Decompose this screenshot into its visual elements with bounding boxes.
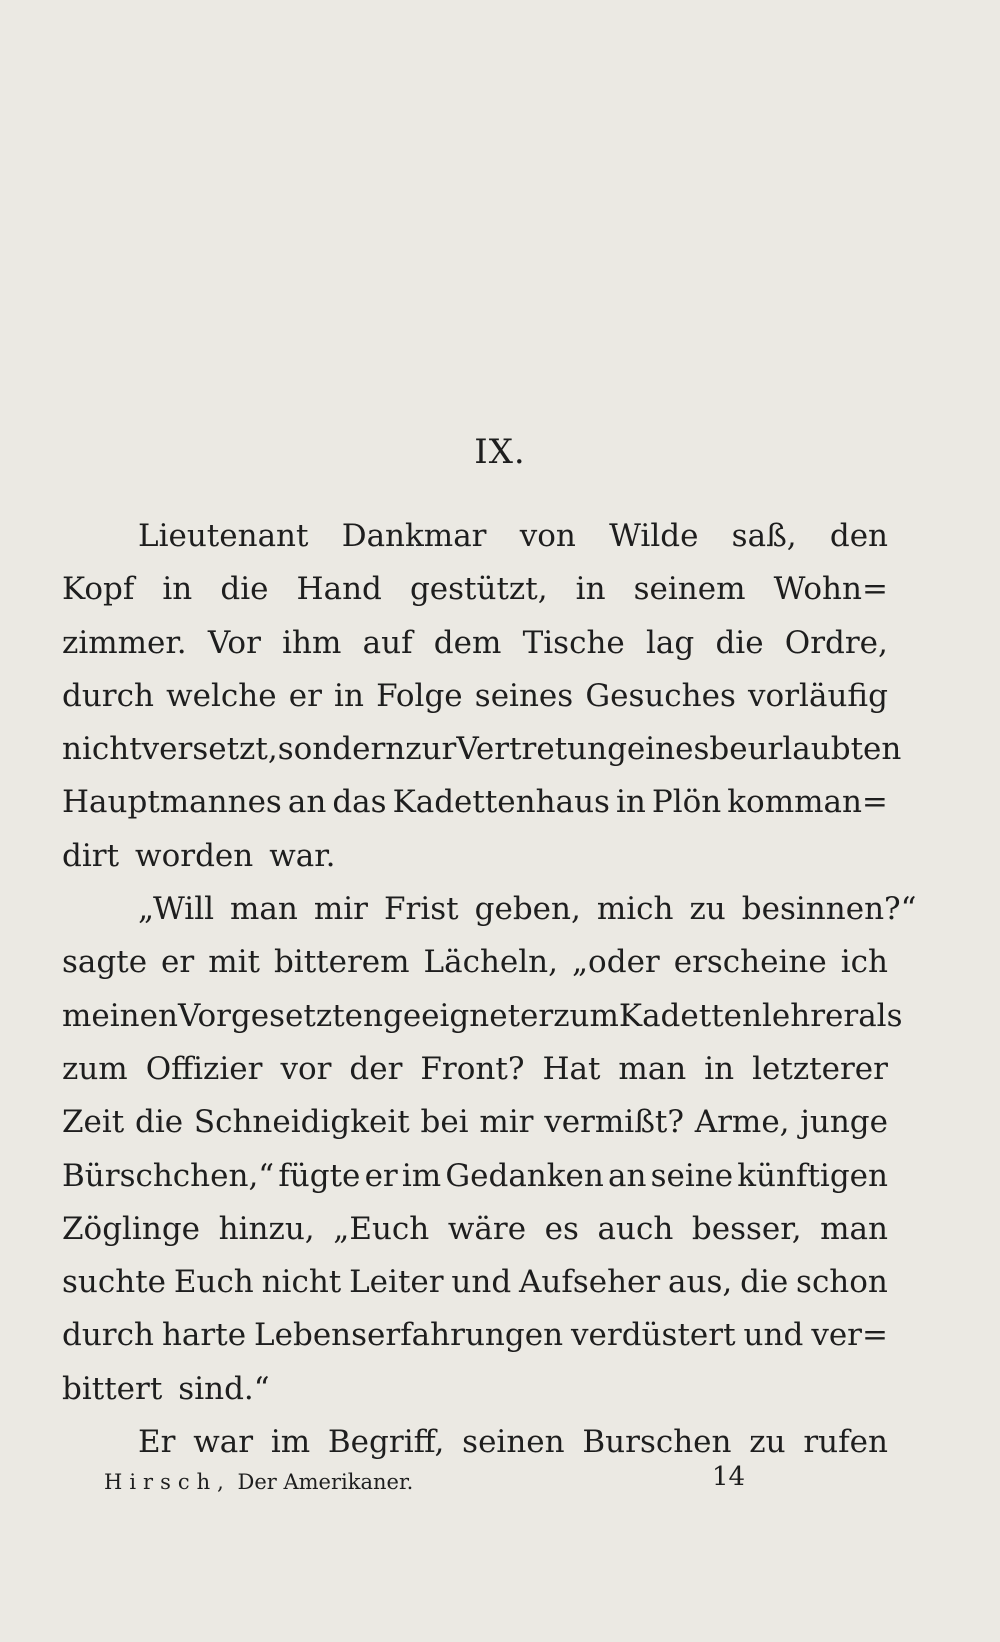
word: junge — [800, 1104, 888, 1141]
body-text — [62, 510, 917, 1469]
word: welche — [166, 677, 277, 714]
word: rufen — [803, 1424, 888, 1461]
text-line — [62, 990, 903, 1043]
word: war — [193, 1424, 254, 1461]
word: von — [519, 518, 576, 554]
word: durch — [62, 1317, 154, 1354]
text-line — [62, 510, 888, 563]
word: man — [230, 891, 298, 928]
word: und — [451, 1264, 512, 1301]
word: nicht — [62, 731, 142, 768]
word: Hat — [542, 1050, 601, 1087]
word: zum — [553, 997, 619, 1034]
word: Ordre, — [784, 624, 888, 661]
word: im — [401, 1157, 442, 1194]
text-line — [62, 723, 902, 776]
word: in — [575, 571, 606, 608]
word: zu — [749, 1424, 786, 1461]
word: in — [334, 677, 364, 714]
word: suchte — [62, 1264, 167, 1301]
word: an — [608, 1157, 647, 1194]
word: schon — [796, 1264, 888, 1301]
word: Arme, — [694, 1104, 790, 1141]
word: Tische — [522, 624, 625, 661]
chapter-heading: IX. — [474, 432, 526, 472]
word: nicht — [261, 1264, 342, 1301]
text-line — [62, 1256, 888, 1309]
word: Gedanken — [445, 1157, 604, 1194]
word: Wilde — [609, 518, 699, 554]
footer-author: Hirsch, — [104, 1470, 231, 1494]
word: zur — [405, 731, 457, 768]
word: gestützt, — [409, 571, 548, 608]
text-line — [62, 830, 888, 883]
text-line — [62, 617, 888, 670]
word: Hauptmannes — [62, 784, 282, 821]
word: war. — [269, 837, 336, 874]
word: ver= — [811, 1317, 888, 1354]
text-line — [62, 670, 888, 723]
text-line — [62, 1203, 888, 1256]
word: zum — [62, 1050, 128, 1087]
word: mich — [596, 891, 674, 928]
word: ich — [840, 944, 888, 981]
word: ihm — [282, 624, 342, 661]
word: besinnen?“ — [741, 891, 917, 928]
text-line — [62, 563, 888, 616]
word: Kopf — [62, 571, 135, 608]
word: Begriff, — [327, 1424, 445, 1461]
word: in — [704, 1050, 735, 1087]
word: seinem — [633, 571, 746, 608]
word: Kadettenhaus — [392, 784, 610, 821]
word: vor — [280, 1050, 332, 1087]
word: bittert — [62, 1370, 163, 1407]
word: seine — [650, 1157, 734, 1194]
word: harte — [161, 1317, 247, 1354]
word: er — [364, 1157, 398, 1194]
word: die — [715, 624, 764, 661]
text-line — [62, 1043, 888, 1096]
page-number: 14 — [712, 1462, 746, 1492]
word: seines — [474, 677, 574, 714]
word: letzterer — [752, 1050, 888, 1087]
word: aus, — [668, 1264, 733, 1301]
word: meinen — [62, 997, 178, 1034]
word: Er — [138, 1424, 176, 1461]
word: verdüstert — [571, 1317, 736, 1354]
word: Vertretung — [456, 731, 627, 768]
word: Folge — [376, 677, 463, 714]
word: sagte — [62, 944, 148, 981]
word: „Will — [138, 891, 215, 928]
word: geeigneter — [382, 997, 554, 1034]
text-line — [62, 1309, 888, 1362]
word: Wohn= — [773, 571, 888, 608]
word: Offizier — [145, 1050, 263, 1087]
text-line — [62, 1150, 888, 1203]
word: Lächeln, — [423, 944, 559, 981]
footer-signature — [104, 1470, 413, 1494]
word: durch — [62, 677, 154, 714]
word: Plön — [651, 784, 722, 821]
word: Lebenserfahrungen — [254, 1317, 564, 1354]
word: die — [220, 571, 269, 608]
word: man — [820, 1210, 888, 1247]
word: die — [740, 1264, 789, 1301]
word: bitterem — [273, 944, 410, 981]
word: seinen — [462, 1424, 565, 1461]
word: sind.“ — [178, 1370, 270, 1407]
word: Vorgesetzten — [177, 997, 383, 1034]
word: vorläufig — [748, 677, 888, 714]
word: sondern — [277, 731, 406, 768]
word: Aufseher — [519, 1264, 661, 1301]
word: künftigen — [737, 1157, 888, 1194]
word: worden — [135, 837, 254, 874]
word: mit — [208, 944, 260, 981]
word: Lieutenant — [138, 518, 309, 554]
word: Gesuches — [585, 677, 736, 714]
word: er — [161, 944, 195, 981]
word: komman= — [727, 784, 888, 821]
word: beurlaubten — [709, 731, 902, 768]
word: dem — [433, 624, 502, 661]
word: zu — [689, 891, 726, 928]
word: Hand — [296, 571, 382, 608]
word: Kadettenlehrer — [618, 997, 859, 1034]
footer-title: Der Amerikaner. — [237, 1470, 414, 1494]
word: wäre — [447, 1210, 527, 1247]
word: „oder — [572, 944, 660, 981]
word: eines — [626, 731, 710, 768]
word: versetzt, — [141, 731, 278, 768]
word: Zöglinge — [62, 1210, 201, 1247]
word: das — [332, 784, 387, 821]
text-line — [62, 776, 888, 829]
word: an — [287, 784, 327, 821]
word: besser, — [691, 1210, 802, 1247]
word: im — [270, 1424, 311, 1461]
word: lag — [645, 624, 695, 661]
word: man — [618, 1050, 687, 1087]
word: dirt — [62, 837, 120, 874]
word: „Euch — [333, 1210, 430, 1247]
word: er — [288, 677, 322, 714]
word: Bürschchen,“ — [62, 1157, 275, 1194]
word: in — [162, 571, 193, 608]
word: Zeit — [62, 1104, 125, 1141]
word: Euch — [173, 1264, 254, 1301]
word: als — [858, 997, 903, 1034]
word: mir — [479, 1104, 534, 1141]
word: die — [135, 1104, 184, 1141]
word: den — [829, 518, 888, 554]
word: saß, — [731, 518, 797, 554]
word: der — [349, 1050, 403, 1087]
word: auch — [597, 1210, 674, 1247]
word: hinzu, — [218, 1210, 315, 1247]
text-line — [62, 883, 917, 936]
word: geben, — [474, 891, 581, 928]
word: es — [544, 1210, 579, 1247]
word: zimmer. — [62, 624, 187, 661]
word: fügte — [278, 1157, 361, 1194]
word: Leiter — [349, 1264, 444, 1301]
word: in — [615, 784, 646, 821]
word: mir — [313, 891, 369, 928]
word: auf — [362, 624, 413, 661]
word: Dankmar — [341, 518, 487, 554]
word: Front? — [420, 1050, 525, 1087]
word: Burschen — [582, 1424, 732, 1461]
word: Frist — [384, 891, 459, 928]
text-line — [62, 1096, 888, 1149]
text-line — [62, 936, 888, 989]
word: vermißt? — [544, 1104, 684, 1141]
word: bei — [420, 1104, 469, 1141]
word: Schneidigkeit — [193, 1104, 410, 1141]
text-line — [62, 1416, 888, 1469]
word: Vor — [207, 624, 261, 661]
word: erscheine — [673, 944, 827, 981]
text-line — [62, 1363, 888, 1416]
word: und — [743, 1317, 804, 1354]
